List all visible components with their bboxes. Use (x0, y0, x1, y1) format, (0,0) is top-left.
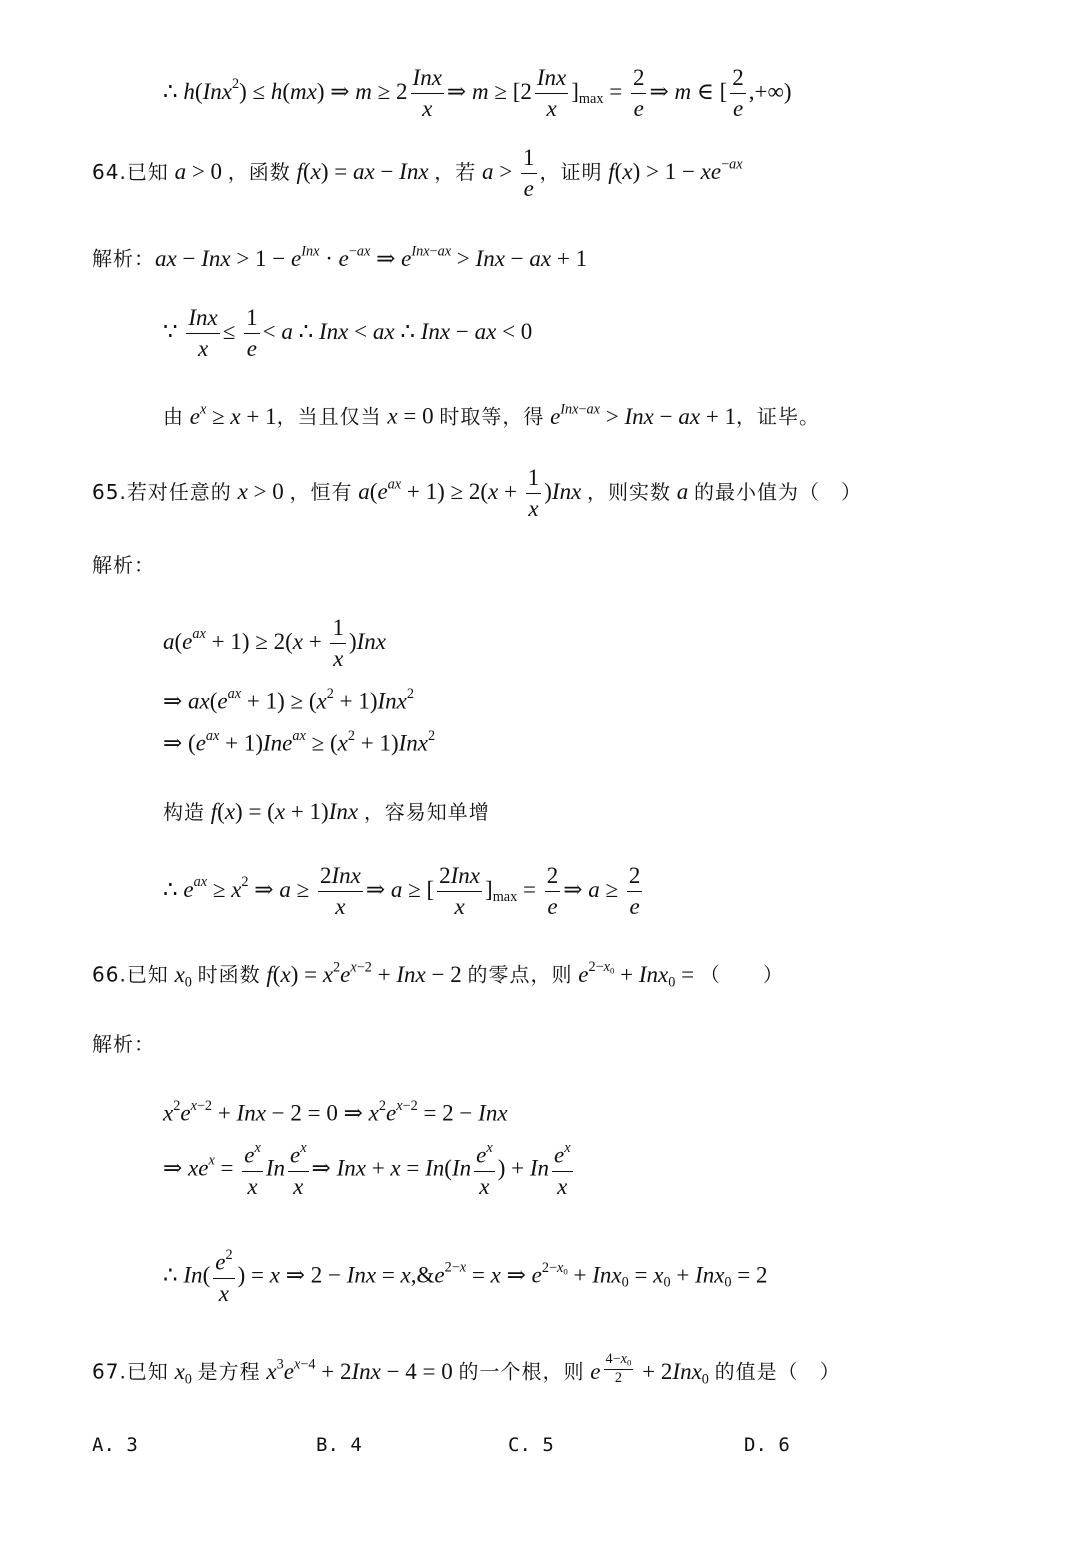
analysis-64-line-2: ∵ $\frac{\text{Inx}}{x}$ ≤ $\frac{1}{e}$ < a ∴ Inx < ax ∴ Inx − ax < 0 (163, 305, 533, 362)
analysis-label: 解析： (92, 1032, 155, 1056)
analysis-65-line-1: $a(e^{ax} + 1) \ge 2(x$ + $\frac{1}{x}$ )Inx (163, 615, 387, 672)
analysis-65-line-2: ⇒ $ax(e^{ax} + 1) \ge (x^2 + 1)Inx^2$ (163, 686, 414, 714)
analysis-label: 解析： (92, 553, 155, 577)
problem-number: 66. (92, 962, 127, 987)
formula-line-63-conclusion: ∴ h(Inx$^2$) ≤ h(mx) ⇒ m ≥ 2 $\frac{\text{Inx}}{x}$ ⇒ m ≥ [2 $\frac{\text{Inx}}{x}$ ]$_{max}$ = $\frac{2}{e}$ ⇒ m ∈ [ $\frac{2}{e}$ ,+∞) (163, 65, 792, 122)
analysis-64-line-3: 由 $e^x \ge x + 1$，当且仅当 x = 0 时取等，得 $e^{Inx-ax}$ > Inx − ax + 1，证毕。 (163, 401, 821, 429)
analysis-66-line-3: ∴ In( $\frac{e^2}{x}$ ) = x ⇒ 2 − Inx = $x,\&e^{2-x} = x$ ⇒ $e^{2-x_0} + Inx_0 = x_0 + Inx_0 = 2$ (163, 1247, 768, 1306)
option-b[interactable]: B. 4 (316, 1434, 362, 1456)
analysis-66-line-2: ⇒ $xe^x$ = $\frac{e^x}{x}$ In $\frac{e^x}{x}$ ⇒ Inx + x = In(In $\frac{e^x}{x}$ ) + In $\frac{e^x}{x}$ (163, 1140, 571, 1199)
analysis-label: 解析： (92, 246, 155, 271)
problem-66-stem: 66.已知 $x_0$ 时函数 $f(x) = x^2e^{x-2}$ + Inx − 2 的零点，则 $e^{2-x_0} + Inx_0$ = （ ） (92, 959, 784, 990)
analysis-65-line-5: ∴ $e^{ax} \ge x^2$ ⇒ a ≥ $\frac{\text{2Inx}}{x}$ ⇒ a ≥ [ $\frac{\text{2Inx}}{x}$ ]$_{max}$ = $\frac{2}{e}$ ⇒ a ≥ $\frac{2}{e}$ (163, 863, 641, 920)
problem-64-stem: 64.已知 a > 0 ，函数 f(x) = ax − Inx ，若 a > $\frac{1}{e}$ ，证明 $f(x) > 1 - xe^{-ax}$ (92, 145, 743, 202)
analysis-65-line-4: 构造 f(x) = (x + 1)Inx ，容易知单增 (163, 799, 490, 824)
problem-65-stem: 65.若对任意的 x > 0 ，恒有 $a(e^{ax} + 1) \ge 2(x$ + $\frac{1}{x}$ )Inx ，则实数 a 的最小值为（ ） (92, 465, 863, 522)
analysis-64-line-1: 解析：ax − Inx > $1 - e^{Inx} \cdot e^{-ax}$ ⇒ $e^{Inx-ax}$ > Inx − ax + 1 (92, 243, 588, 271)
problem-number: 67. (92, 1359, 127, 1384)
problem-67-stem: 67.已知 $x_0$ 是方程 $x^3e^{x-4} + 2Inx - 4 = 0$ 的一个根，则 e $\frac{4-x_0}{2}$ + 2Inx$_0$ 的值是（ ） (92, 1351, 841, 1387)
option-c[interactable]: C. 5 (508, 1434, 554, 1456)
analysis-65-line-3: ⇒ $(e^{ax} + 1)Ine^{ax} \ge (x^2 + 1)Inx^2$ (163, 728, 436, 756)
problem-number: 64. (92, 159, 127, 184)
option-d[interactable]: D. 6 (744, 1434, 790, 1456)
analysis-66-line-1: $x^2e^{x-2}$ + Inx − 2 = 0 ⇒ $x^2e^{x-2} = 2$ − Inx (163, 1098, 508, 1126)
option-a[interactable]: A. 3 (92, 1434, 138, 1456)
problem-number: 65. (92, 479, 127, 504)
